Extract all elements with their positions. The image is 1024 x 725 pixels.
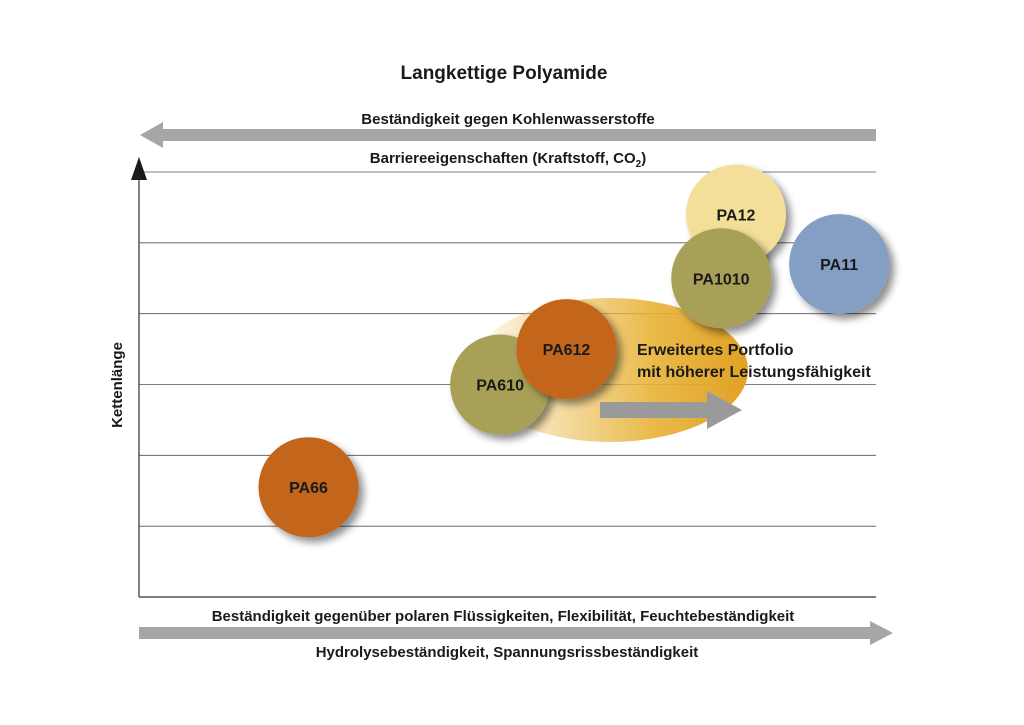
data-points xyxy=(259,165,890,538)
bubble-label: PA11 xyxy=(820,257,859,275)
bubble-pa66 xyxy=(259,437,359,537)
bubble-label: PA612 xyxy=(542,342,591,360)
bottom-arrow-label: Beständigkeit gegenüber polaren Flüssigkeiten, Flexibilität, Feuchtebeständigkeit xyxy=(211,608,795,625)
bubble-pa612 xyxy=(516,299,616,399)
y-axis-label: Kettenlänge xyxy=(109,342,126,428)
bubble-label: PA1010 xyxy=(692,271,750,289)
y-axis-arrowhead xyxy=(131,157,147,180)
bottom-arrow-sublabel: Hydrolysebeständigkeit, Spannungsrissbeständigkeit xyxy=(315,644,699,661)
top-arrow-label: Beständigkeit gegen Kohlenwasserstoffe xyxy=(361,111,655,128)
bubble-pa11 xyxy=(789,214,889,314)
bubble-label: PA66 xyxy=(289,480,328,498)
portfolio-label-line1: Erweitertes Portfolio xyxy=(637,342,794,359)
bubble-label: PA12 xyxy=(716,207,756,225)
bubble-label: PA610 xyxy=(476,377,524,395)
portfolio-label-line2: mit höherer Leistungsfähigkeit xyxy=(637,364,871,381)
chart-title: Langkettige Polyamide xyxy=(400,63,608,84)
bubble-pa1010 xyxy=(671,228,771,328)
top-arrow-sublabel: Barriereeigenschaften (Kraftstoff, $CO_2$) xyxy=(369,150,647,170)
